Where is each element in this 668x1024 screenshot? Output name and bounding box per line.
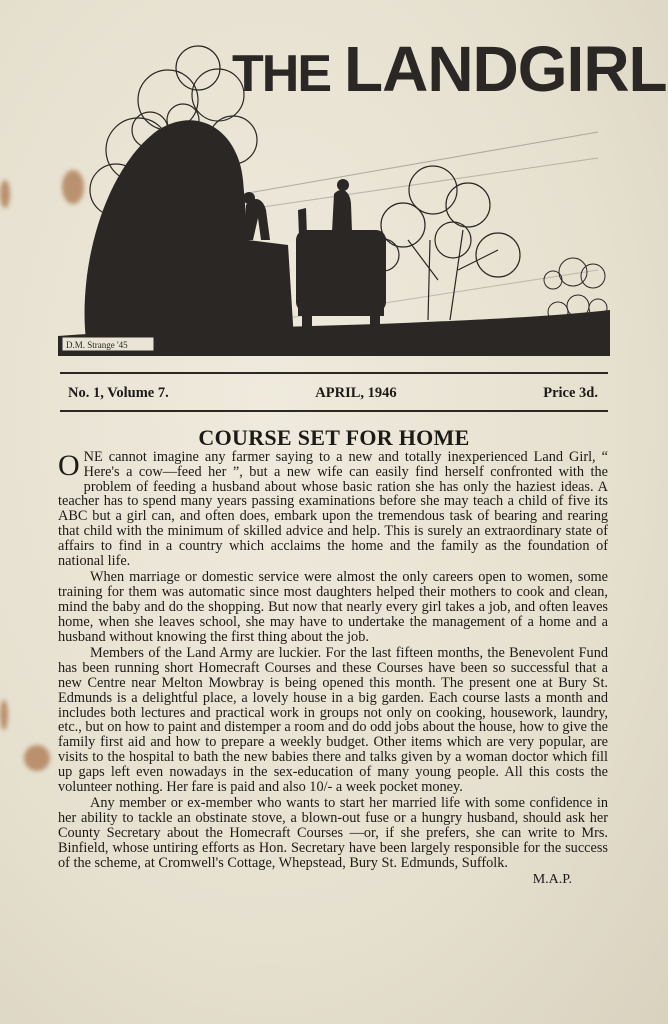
drop-cap: O (58, 449, 80, 482)
article-paragraph (58, 450, 608, 568)
tree-outline-right (367, 166, 520, 320)
article-body (58, 450, 608, 888)
issue-price: Price 3d. (543, 384, 598, 401)
author-initials: M.A.P. (532, 872, 572, 888)
issue-date: APRIL, 1946 (315, 384, 397, 401)
article-headline: COURSE SET FOR HOME (198, 425, 470, 450)
issue-number: No. 1, Volume 7. (68, 384, 169, 401)
masthead-name: LANDGIRL (344, 33, 667, 105)
top-rule (60, 372, 608, 374)
issue-info-bar (68, 382, 598, 404)
haystack-and-cart (58, 120, 610, 356)
article-paragraph: Members of the Land Army are luckier. For the last fifteen months, the Benevolent Fund has been running short Homecraft Courses and these Courses have been so successful that a new Centre near Melton Mowbray is being opened this month. The present one at Bury St. Edmunds is a delightful place, a lovely house in a big garden. Each course lasts a month and includes both lectures and practical work in groups not only on cooking, housework, laundry, etc., but on how to paint and distemper a room and do odd jobs about the house, how to give the family first aid and how to prepare a weekly budget. Other items which are very popular, are visits to the hospital to bath the new babies there and talks given by a woman doctor which fill up gaps left even nowadays in the sex-education of many young people. All this costs the volunteer nothing. Her fare is paid and also 10/- a week pocket money. (58, 645, 608, 795)
paragraph-text: NE cannot imagine any farmer saying to a new and totally inexperienced Land Girl, “ Here's a cow—feed her ”, but a new wife can easily find herself confronted with the problem of feeding a husband about whose basic ration she has only the haziest ideas. A teacher has to spend many years passing examinations before she may teach a child of five its ABC but a girl can, and often does, embark upon the tremendous task of bearing and rearing that child with the minimum of skilled advice and help. This is surely an extraordinary state of affairs to find in a country which acclaims the home and the family as the foundation of national life. (58, 449, 608, 569)
rust-stain (0, 700, 8, 730)
article-paragraph: Any member or ex-member who wants to start her married life with some confidence in her ability to tackle an obstinate stove, a blown-out fuse or a hungry husband, should ask her County Secretary about the Homecraft Courses —or, if she prefers, she can write to Mrs. Binfield, whose untiring efforts as Hon. Secretary have been largely responsible for the success of the scheme, at Cromwell's Cottage, Whepstead, Bury St. Edmunds, Suffolk. (58, 795, 608, 871)
bottom-rule (60, 410, 608, 412)
masthead-the: THE (232, 45, 330, 103)
artist-signature: D.M. Strange '45 (66, 340, 128, 350)
masthead-title (232, 30, 667, 108)
rust-stain (0, 180, 10, 208)
article-paragraph: When marriage or domestic service were almost the only careers open to women, some training for them was automatic since most daughters helped their mothers to cook and clean, mind the baby and do the shopping. But now that nearly every girl takes a job, and often leaves home, when she leaves school, she may have to undertake the management of a home and a husband without knowing the first thing about the job. (58, 569, 608, 645)
rust-stain (24, 745, 50, 771)
